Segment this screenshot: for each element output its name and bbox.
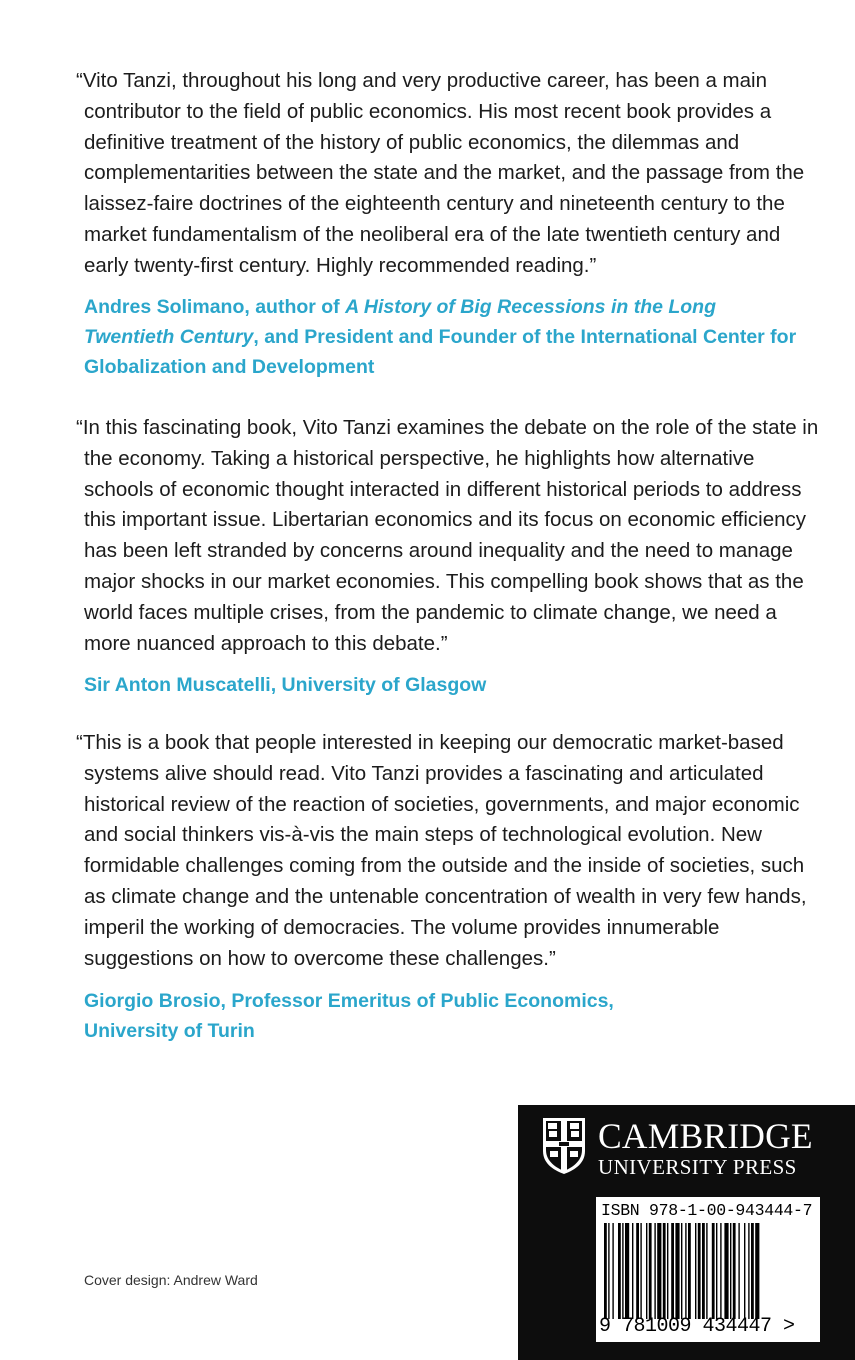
barcode-bar (681, 1223, 682, 1319)
testimonial-attribution-2: Sir Anton Muscatelli, University of Glasgow (84, 674, 487, 696)
barcode-bar (733, 1223, 736, 1319)
barcode-bar (657, 1223, 661, 1319)
barcode-bar (738, 1223, 739, 1319)
publisher-line-2: UNIVERSITY PRESS (598, 1155, 797, 1179)
barcode-bar (612, 1223, 613, 1319)
barcode-bar (706, 1223, 707, 1319)
barcode-bar (724, 1223, 728, 1319)
testimonial-quote-3: “This is a book that people interested in keeping our democratic market-based systems alive should read. Vito Tanzi provides a fascinating and articulated historical review of the reaction of societies, governments, and major economic and social thinkers vis-à-vis the main steps of technological evolution. New formidable challenges coming from the outside and the inside of societies, such as climate change and the untenable concentration of wealth in very few hands, imperil the working of democracies. The volume provides innumerable suggestions on how to overcome these challenges.” (76, 731, 807, 970)
barcode-bar (618, 1223, 621, 1319)
barcode-bar (625, 1223, 629, 1319)
barcode-bar (646, 1223, 647, 1319)
barcode-bar (748, 1223, 749, 1319)
barcode-bar (698, 1223, 701, 1319)
cambridge-shield-icon (542, 1117, 586, 1175)
barcode-bars (604, 1223, 804, 1319)
publisher-line-1: CAMBRIDGE (598, 1116, 813, 1156)
barcode-bar (608, 1223, 609, 1319)
barcode-bar (755, 1223, 759, 1319)
barcode-bar (632, 1223, 633, 1319)
barcode-bar (712, 1223, 715, 1319)
testimonial-quote-1: “Vito Tanzi, throughout his long and very productive career, has been a main contributor to the field of public economics. His most recent book provides a definitive treatment of the history of public economics, the dilemmas and complementarities between the state and the market, and the passage from the laissez-faire doctrines of the eighteenth century and nineteenth century to the market fundamentalism of the neoliberal era of the late twentieth century and early twenty-first century. Highly recommended reading.” (76, 69, 805, 277)
barcode (596, 1197, 820, 1342)
barcode-bar (675, 1223, 679, 1319)
isbn-label: ISBN 978-1-00-943444-7 (601, 1201, 813, 1220)
barcode-bar (702, 1223, 705, 1319)
testimonial-attribution-3: Giorgio Brosio, Professor Emeritus of Public Economics, University of Turin (84, 990, 614, 1042)
barcode-bar (730, 1223, 731, 1319)
barcode-bar (663, 1223, 666, 1319)
barcode-bar (671, 1223, 674, 1319)
publisher-name (598, 1118, 813, 1179)
barcode-bar (640, 1223, 641, 1319)
barcode-bar (685, 1223, 686, 1319)
barcode-digits: 9 781009 434447 > (599, 1315, 795, 1338)
barcode-bar (695, 1223, 696, 1319)
barcode-bar (654, 1223, 655, 1319)
publisher-panel (518, 1105, 855, 1360)
testimonial-attribution-1: Andres Solimano, author of A History of Big Recessions in the Long Twentieth Century, and President and Founder of the International Center for Globalization and Development (84, 296, 797, 378)
cover-design-credit: Cover design: Andrew Ward (84, 1272, 258, 1288)
barcode-bar (636, 1223, 639, 1319)
barcode-bar (751, 1223, 754, 1319)
barcode-bar (622, 1223, 623, 1319)
book-title: A History of Big Recessions in the Long Twentieth Century (84, 296, 717, 348)
barcode-bar (716, 1223, 717, 1319)
barcode-bar (667, 1223, 668, 1319)
testimonial-quote-2: “In this fascinating book, Vito Tanzi examines the debate on the role of the state in the economy. Taking a historical perspective, he highlights how alternative schools of economic thought interacted in different historical periods to address this important issue. Libertarian economics and its focus on economic efficiency has been left stranded by concerns around inequality and the need to manage major shocks in our market economies. This compelling book shows that as the world faces multiple crises, from the pandemic to climate change, we need a more nuanced approach to this debate.” (76, 416, 819, 655)
barcode-bar (649, 1223, 652, 1319)
barcode-bar (744, 1223, 745, 1319)
barcode-bar (688, 1223, 691, 1319)
barcode-bar (720, 1223, 721, 1319)
barcode-bar (604, 1223, 607, 1319)
